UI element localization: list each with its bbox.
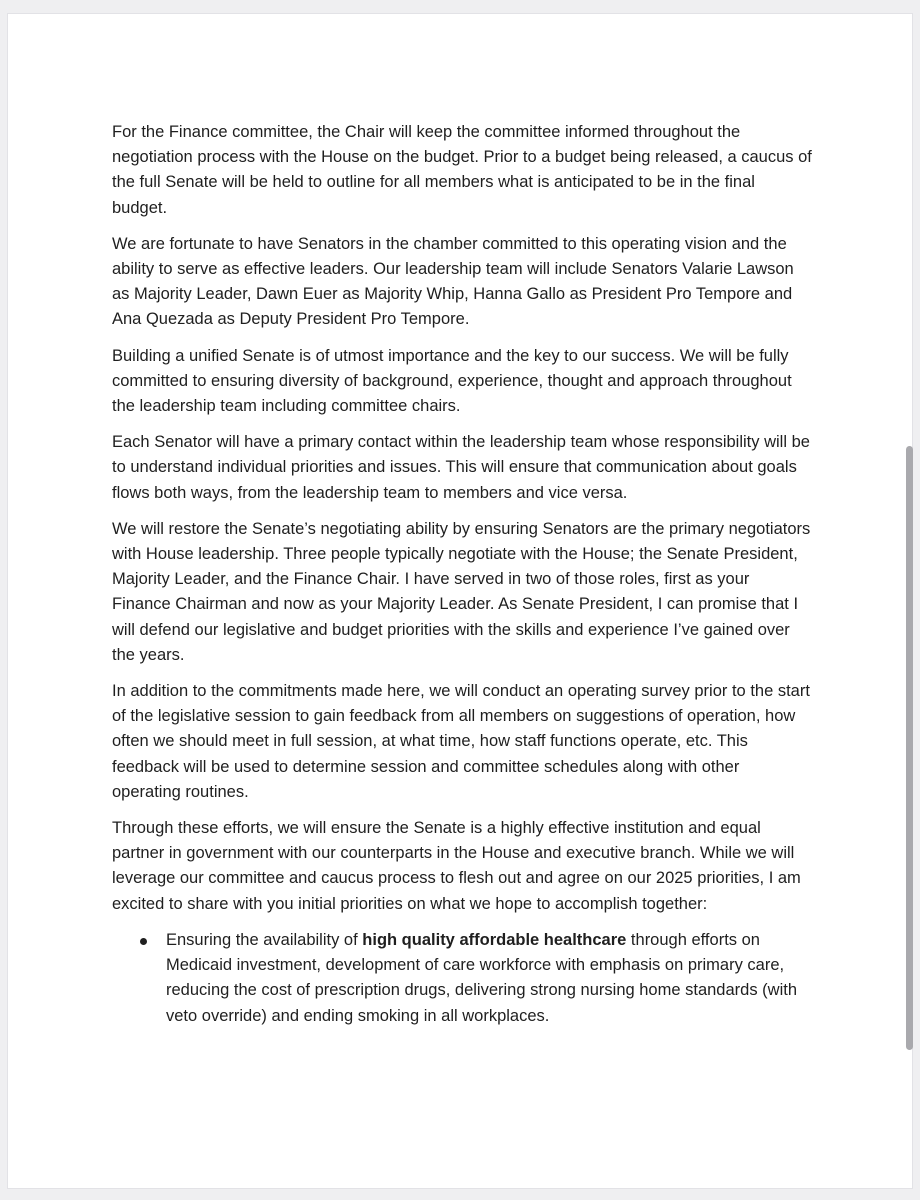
- paragraph-finance-committee: For the Finance committee, the Chair will keep the committee informed throughout the negotiation process with the House on the budget. Prior to a budget being released, a caucus of the full Senate will be held to outline for all members what is anticipated to be in the final budget.: [112, 123, 812, 217]
- paragraph-operating-survey: In addition to the commitments made here, we will conduct an operating survey prior to the start of the legislative session to gain feedback from all members on suggestions of operation, how often we should meet in full session, at what time, how staff functions operate, etc. This feedback will be used to determine session and committee schedules along with other operating routines.: [112, 682, 810, 801]
- paragraph-leadership-team: We are fortunate to have Senators in the chamber committed to this operating vision and the ability to serve as effective leaders. Our leadership team will include Senators Valarie Lawson as Majority Leader, Dawn Euer as Majority Whip, Hanna Gallo as President Pro Tempore and Ana Quezada as Deputy President Pro Tempore.: [112, 234, 794, 329]
- vertical-scrollbar[interactable]: [902, 14, 916, 1188]
- bullet-text-bold: high quality affordable healthcare: [362, 930, 627, 949]
- paragraph-primary-contact: Each Senator will have a primary contact within the leadership team whose responsibility will be to understand individual priorities and issues. This will ensure that communication about goals flows both ways, from the leadership team to members and vice versa.: [112, 433, 810, 502]
- bullet-icon: [140, 938, 147, 945]
- paragraph-negotiating-ability: We will restore the Senate’s negotiating ability by ensuring Senators are the primary negotiators with House leadership. Three people typically negotiate with the House; the Senate President, Majority Leader, and the Finance Chair. I have served in two of those roles, first as your Finance Chairman and now as your Majority Leader. As Senate President, I can promise that I will defend our legislative and budget priorities with the skills and experience I’ve gained over the years.: [112, 519, 811, 664]
- priorities-list: [112, 928, 812, 1029]
- list-item: [112, 928, 812, 1029]
- bullet-text-before: Ensuring the availability of: [166, 930, 363, 949]
- paragraph-unified-senate: Building a unified Senate is of utmost importance and the key to our success. We will be fully committed to ensuring diversity of background, experience, thought and approach throughout the leadership team including committee chairs.: [112, 346, 792, 416]
- document-page: [8, 14, 912, 1188]
- paragraph-priorities-intro: Through these efforts, we will ensure the Senate is a highly effective institution and equal partner in government with our counterparts in the House and executive branch. While we will leverage our committee and caucus process to flesh out and agree on our 2025 priorities, I am excited to share with you initial priorities on what we hope to accomplish together:: [112, 819, 801, 913]
- document-body: [112, 120, 812, 1029]
- bullet-text-after: through efforts on Medicaid investment, development of care workforce with emphasis on primary care, reducing the cost of prescription drugs, delivering strong nursing home standards (with veto override) and ending smoking in all workplaces.: [166, 930, 797, 1025]
- scrollbar-thumb[interactable]: [906, 446, 913, 1050]
